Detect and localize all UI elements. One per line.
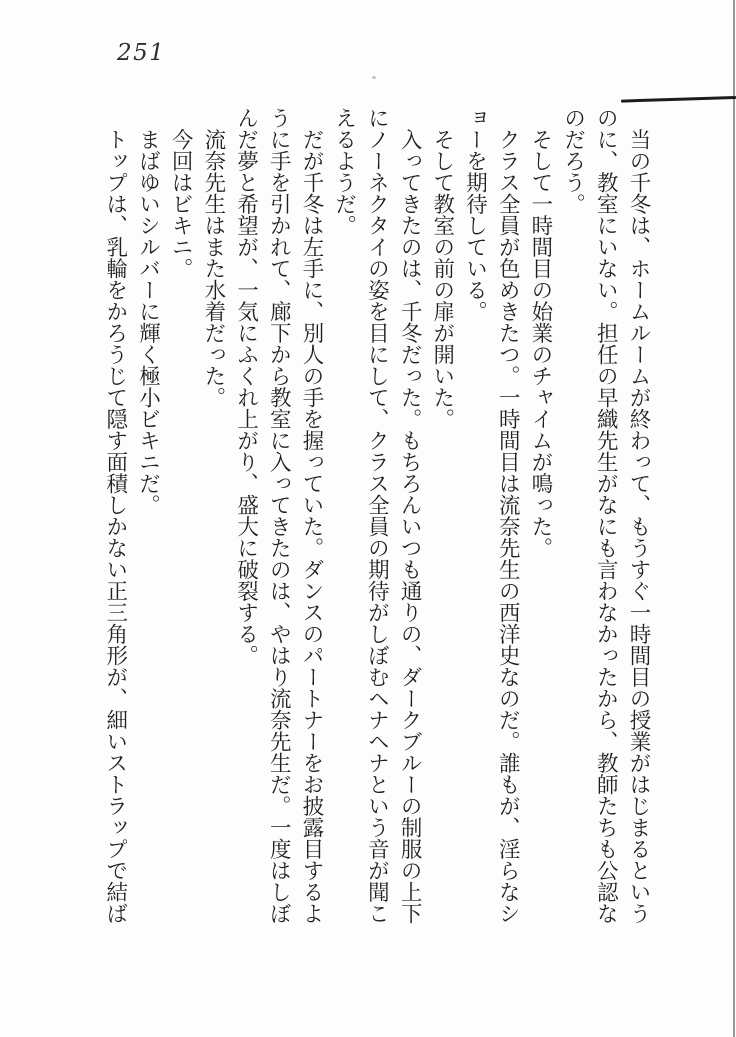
text-column: ョーを期待している。 [462,107,488,322]
scan-artifact-dot [372,76,376,79]
text-column: んだ夢と希望が、一気にふくれ上がり、盛大に破裂する。 [233,107,259,666]
text-column: うに手を引かれて、廊下から教室に入ってきたのは、やはり流奈先生だ。一度はしぼ [266,107,292,924]
page-number: 251 [117,40,166,66]
text-column: だが千冬は左手に、別人の手を握っていた。ダンスのパートナーをお披露目するよ [298,107,324,924]
text-column: 当の千冬は、ホームルームが終わって、もうすぐ一時間目の授業がはじまるという [626,107,651,924]
text-column: にノーネクタイの姿を目にして、クラス全員の期待がしぼむヘナヘナという音が聞こ [364,107,390,924]
text-column: トップは、乳輪をかろうじて隠す面積しかない正三角形が、細いストラップで結ば [102,107,128,924]
text-column: 入ってきたのは、千冬だった。もちろんいつも通りの、ダークブルーの制服の上下 [397,107,423,924]
text-column: まばゆいシルバーに輝く極小ビキニだ。 [135,107,161,516]
vertical-text-block [98,107,654,927]
text-column: 今回はビキニ。 [168,107,194,279]
text-column: そして教室の前の扉が開いた。 [429,107,455,430]
text-column: そして一時間目の始業のチャイムが鳴った。 [527,107,553,559]
text-column: のだろう。 [560,107,586,215]
text-column: のに、教室にいない。担任の早織先生がなにも言わなかったから、教師たちも公認な [593,107,619,924]
text-column: 流奈先生はまた水着だった。 [200,107,226,408]
text-column: えるようだ。 [331,107,357,236]
scan-artifact-line [621,96,736,102]
text-column: クラス全員が色めきたつ。一時間目は流奈先生の西洋史なのだ。誰もが、淫らなシ [495,107,521,924]
page-edge-line [733,0,735,1037]
